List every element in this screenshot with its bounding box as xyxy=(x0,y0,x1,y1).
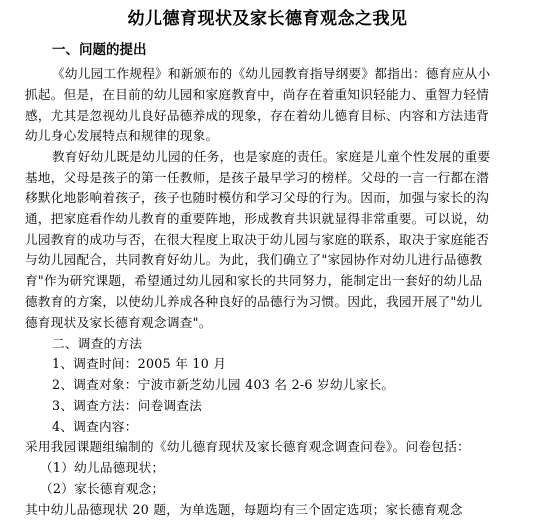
paragraph-line: 儿园教育的成功与否，在很大程度上取决于幼儿园与家庭的联系，取决于家庭能否 xyxy=(25,232,490,247)
list-item: 3、调查方法：问卷调查法 xyxy=(52,398,203,413)
paragraph-line: 教育好幼儿既是幼儿园的任务，也是家庭的责任。家庭是儿童个性发展的重要 xyxy=(52,149,491,164)
list-item: 2、调查对象：宁波市新芝幼儿园 403 名 2-6 岁幼儿家长。 xyxy=(52,377,395,392)
paragraph-line: 其中幼儿品德现状 20 题，为单选题，每题均有三个固定选项；家长德育观念 xyxy=(25,502,463,517)
section-heading-problem: 一、问题的提出 xyxy=(52,42,147,58)
paragraph-line: 基地，父母是孩子的第一任教师，是孩子最早学习的榜样。父母的一言一行都在潜 xyxy=(25,170,490,185)
paragraph-line: 抓起。但是，在目前的幼儿园和家庭教育中，尚存在着重知识轻能力、重智力轻情 xyxy=(25,87,490,102)
paragraph-line: 通，把家庭看作幼儿教育的重要阵地，形成教育共识就显得非常重要。可以说，幼 xyxy=(25,211,490,226)
document-title: 幼儿德育现状及家长德育观念之我见 xyxy=(127,9,408,29)
paragraph-line: 与幼儿园配合，共同教育好幼儿。为此，我们确立了"家园协作对幼儿进行品德教 xyxy=(25,252,483,267)
paragraph-line: 《幼儿园工作规程》和新颁布的《幼儿园教育指导纲要》都指出：德育应从小 xyxy=(52,66,491,81)
section-heading-method: 二、调查的方法 xyxy=(52,336,143,351)
paragraph-line: 采用我园课题组编制的《幼儿德育现状及家长德育观念调查问卷》。问卷包括： xyxy=(25,439,470,454)
list-item: 4、调查内容： xyxy=(52,419,138,434)
list-item: （2）家长德育观念； xyxy=(40,481,165,496)
list-item: 1、调查时间：2005 年 10 月 xyxy=(52,356,227,371)
paragraph-line: 德育现状及家长德育观念调查"。 xyxy=(25,315,212,330)
paragraph-line: 育"作为研究课题，希望通过幼儿园和家长的共同努力，能制定出一套好的幼儿品 xyxy=(25,273,483,288)
paragraph-line: 幼儿身心发展特点和规律的现象。 xyxy=(25,128,219,143)
paragraph-line: 移默化地影响着孩子，孩子也随时模仿和学习父母的行为。因而，加强与家长的沟 xyxy=(25,190,490,205)
paragraph-line: 感，尤其是忽视幼儿良好品德养成的现象，存在着幼儿德育目标、内容和方法违背 xyxy=(25,108,490,123)
paragraph-line: 德教育的方案，以使幼儿养成各种良好的品德行为习惯。因此，我园开展了"幼儿 xyxy=(25,294,483,309)
list-item: （1）幼儿品德现状； xyxy=(40,460,165,475)
